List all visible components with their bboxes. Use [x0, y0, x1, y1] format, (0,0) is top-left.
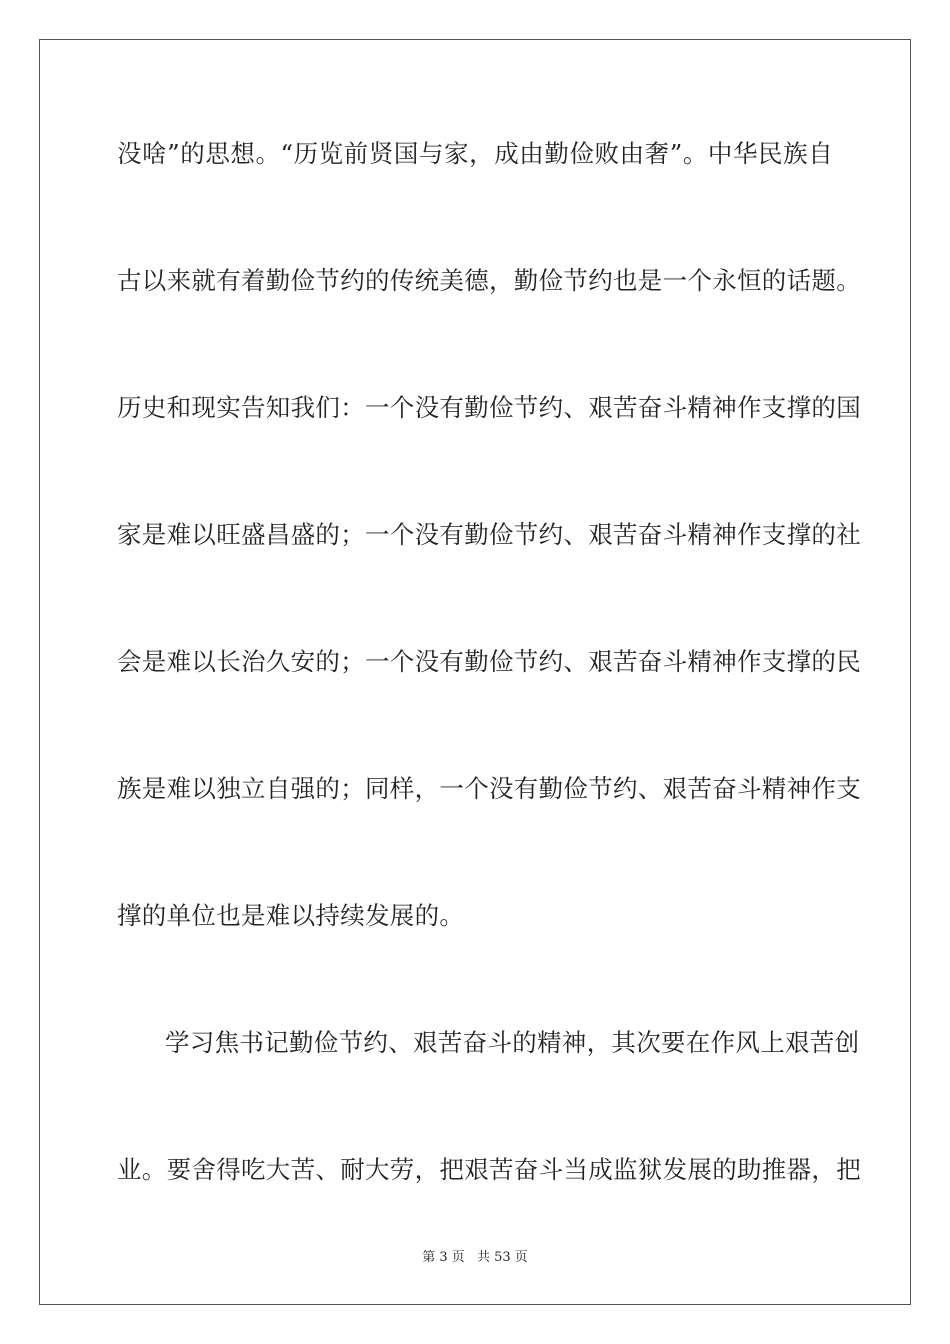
text-line-paragraph-end: 撑的单位也是难以持续发展的。 — [117, 901, 465, 930]
text-line: 业。要舍得吃大苦、耐大劳，把艰苦奋斗当成监狱发展的助推器，把 — [117, 1155, 861, 1184]
text-line: 古以来就有着勤俭节约的传统美德，勤俭节约也是一个永恒的话题。 — [117, 266, 861, 295]
text-line-paragraph-start: 学习焦书记勤俭节约、艰苦奋斗的精神，其次要在作风上艰苦创 — [165, 1028, 860, 1057]
page-number: 第 3 页 — [422, 1250, 465, 1265]
text-line: 会是难以长治久安的；一个没有勤俭节约、艰苦奋斗精神作支撑的民 — [117, 647, 861, 676]
text-line: 家是难以旺盛昌盛的；一个没有勤俭节约、艰苦奋斗精神作支撑的社 — [117, 520, 861, 549]
text-line: 没啥”的思想。“历览前贤国与家，成由勤俭败由奢”。中华民族自 — [117, 139, 833, 168]
text-line: 历史和现实告知我们：一个没有勤俭节约、艰苦奋斗精神作支撑的国 — [117, 393, 861, 422]
page-total: 共 53 页 — [476, 1250, 528, 1265]
page-footer — [0, 1246, 950, 1265]
text-line: 族是难以独立自强的；同样，一个没有勤俭节约、艰苦奋斗精神作支 — [117, 774, 861, 803]
document-body — [117, 120, 861, 1263]
